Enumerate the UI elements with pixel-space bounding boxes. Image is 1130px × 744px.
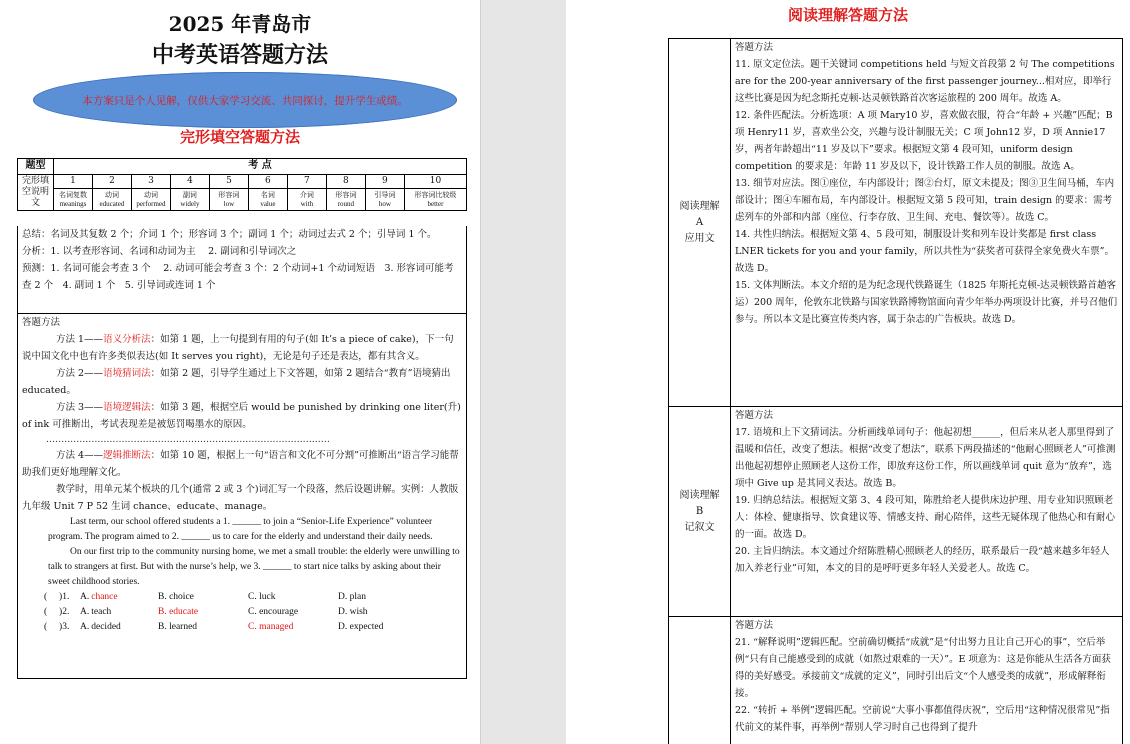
option-b: B. learned (158, 622, 198, 632)
reading-row (669, 39, 1123, 407)
point-answer: better (427, 199, 444, 208)
option-a-word: decided (91, 622, 121, 632)
point-answer: performed (136, 199, 166, 208)
left-page-edge (480, 0, 481, 744)
option-a-word: teach (91, 607, 112, 617)
point-number: 5 (209, 174, 248, 188)
method-2: 方法 2——语境猜词法：如第 2 题，引导学生通过上下文答题，如第 2 题结合“教育”语境猜出 educated。 (22, 368, 451, 396)
option-a: A. teach (80, 605, 158, 620)
question-number: ( )1. (44, 592, 70, 602)
disclaimer-text: 本方案只是个人见解，仅供大家学习交流、共同探讨，提升学生成绩。 (82, 94, 408, 107)
option-d: D. expected (338, 622, 384, 632)
cloze-points-table (17, 158, 467, 211)
doc-title-line2: 中考英语答题方法 (151, 42, 328, 68)
left-page (0, 0, 480, 744)
point-answer: how (378, 199, 391, 208)
table-header-type: 题型 (18, 159, 54, 175)
reading-methods-content (731, 617, 1123, 744)
method-paragraph: 22. “转折 + 举例”逻辑匹配。空前说“大事小事都值得庆祝”，空后用“这种情况很常见”指代前文的某件事，再举例“帮别人学习时自己也得到了提升 (735, 705, 1110, 733)
method-paragraph: 11. 原文定位法。题干关键词 competitions held 与短文首段第 2 句 The competitions are for the 200-year anniversary of the first passenger journey...相对应，即举行这些比赛是因为纪念斯托克顿-达灵顿铁路首次客运旅程的 200 周年。故选 A。 (735, 59, 1115, 104)
point-answer: with (300, 199, 314, 208)
point-category: 动词 (104, 190, 119, 199)
option-row (22, 620, 462, 635)
point-category: 名词复数 (58, 190, 87, 199)
method-4: 方法 4——逻辑推断法：如第 10 题，根据上一句“语言和文化不可分割”可推断出“语言学习能帮助我们更好地理解文化。 (22, 450, 459, 478)
reading-methods-content (731, 39, 1123, 407)
prediction-line: 预测：1. 名词可能会考查 3 个 2. 动词可能会考查 3 个：2 个动词+1 个动词短语 3. 形容词可能考查 2 个 4. 副词 1 个 5. 引导词或连词 1 个 (22, 263, 454, 291)
reading-type-label: 阅读理解 A 应用文 (669, 39, 731, 407)
option-a: A. decided (80, 620, 158, 635)
cloze-passage (22, 515, 462, 590)
point-category: 名词 (260, 190, 275, 199)
point-number: 6 (248, 174, 287, 188)
methods-heading: 答题方法 (22, 317, 61, 328)
point-category: 副词 (182, 190, 197, 199)
point-category: 形容词 (335, 190, 357, 199)
point-cell (131, 188, 170, 211)
point-cell (287, 188, 326, 211)
reading-section-title: 阅读理解答题方法 (787, 6, 908, 24)
method-paragraph: 19. 归纳总结法。根据短文第 3、4 段可知，陈胜给老人提供床边护理、用专业知识照顾老人：体检、健康指导、饮食建议等、情感支持、耐心陪伴，这些无疑体现了他热心和有耐心的一面。故选 D。 (735, 495, 1116, 540)
point-cell (92, 188, 131, 211)
method-3-name: 语境逻辑法 (103, 402, 151, 413)
cloze-section-title: 完形填空答题方法 (179, 128, 300, 146)
table-header-points: 考 点 (54, 159, 467, 175)
point-number: 10 (404, 174, 466, 188)
option-b: B. choice (158, 592, 194, 602)
point-answer: educated (99, 199, 125, 208)
teaching-note: 教学时，用单元某个板块的几个(通常 2 或 3 个)词汇写一个段落，然后设题讲解。实例：人教版九年级 Unit 7 P 52 生词 chance、educate、manage。 (22, 484, 459, 512)
point-number: 7 (287, 174, 326, 188)
point-category: 形容词比较级 (414, 190, 457, 199)
point-number: 3 (131, 174, 170, 188)
option-b: B. educate (158, 607, 199, 617)
point-answer: value (260, 199, 276, 208)
methods-heading: 答题方法 (735, 620, 774, 631)
method-1-name: 语义分析法 (103, 334, 151, 345)
method-paragraph: 21. “解释说明”逻辑匹配。空前确切概括“成就”是“付出努力且让自己开心的事”，空后举例“只有自己能感受到的成就（如熬过艰难的一天）”。E 项意为：这是你能从生活各方面获得的美好感受。承接前文“成就的定义”，同时引出后文“个人感受类的成就”，形成解释衔接。 (735, 637, 1111, 699)
point-answer: low (223, 199, 235, 208)
option-d: D. wish (338, 607, 368, 617)
point-category: 引导词 (374, 190, 396, 199)
reading-row (669, 617, 1123, 744)
point-number: 4 (170, 174, 209, 188)
method-4-name: 逻辑推断法 (103, 450, 151, 461)
point-number: 9 (365, 174, 404, 188)
reading-row (669, 407, 1123, 617)
methods-heading: 答题方法 (735, 42, 774, 53)
table-row-label: 完形填空说明文 (18, 174, 54, 211)
passage-paragraph-1: Last term, our school offered students a 1. ______ to join a “Senior-Life Experience” volunteer program. The program aimed to 2. ______ us to care for the elderly and understand their daily needs. (48, 517, 433, 542)
dotted-separator: .............................................................................................. (46, 434, 330, 445)
point-cell (54, 188, 93, 211)
point-answer: widely (180, 199, 200, 208)
point-cell (365, 188, 404, 211)
option-row (22, 590, 462, 605)
disclaimer-banner (33, 72, 457, 128)
point-cell (248, 188, 287, 211)
point-answer: meanings (59, 199, 87, 208)
method-paragraph: 12. 条件匹配法。分析选项：A 项 Mary10 岁，喜欢做衣服，符合“年龄 + 兴趣”匹配；B 项 Henry11 岁，喜欢坐公交，兴趣与设计制服无关；C 项 John12 岁，D 项 Annie17 岁，两者年龄超出“11 岁及以下”要求。根据短文第 4 段可知，uniform design competition 的要求是：年龄 11 岁及以下，设计铁路工作人员的制服。故选 A。 (735, 110, 1113, 172)
doc-title-line1: 2025 年青岛市 (168, 12, 312, 36)
method-paragraph: 17. 语境和上下文猜词法。分析画线单词句子：他起初想______，但后来从老人那里得到了温暖和信任，改变了想法。根据“改变了想法”，联系下两段描述的“他耐心照顾老人”可推测出他起初想停止照顾老人这份工作，即放弃这份工作，所以画线单词 quit 意为“放弃”，选项中 Give up 是其同义表达。故选 B。 (735, 427, 1116, 489)
point-number: 8 (326, 174, 365, 188)
passage-paragraph-2: On our first trip to the community nursing home, we met a small trouble: the elderly were unwilling to talk to strangers at first. But with the nurse’s help, we 3. ______ to start nice talks by asking about their sweet childhood stories. (48, 547, 460, 587)
method-paragraph: 13. 细节对应法。图①座位，车内部设计；图②台灯，原文未提及；图③卫生间马桶，车内部设计；图④车厢布局，车内部设计。根据短文第 5 段可知，train design 的要求：需考虑列车的外部和内部（座位、行李存放、卫生间、充电、餐饮等）。故选 C。 (735, 178, 1115, 223)
point-category: 形容词 (218, 190, 240, 199)
option-c: C. managed (248, 622, 294, 632)
point-category: 介词 (299, 190, 314, 199)
analysis-line: 分析：1. 以考查形容词、名词和动词为主 2. 副词和引导词次之 (22, 246, 297, 257)
option-d: D. plan (338, 592, 366, 602)
reading-methods-content (731, 407, 1123, 617)
option-c: C. encourage (248, 607, 299, 617)
question-number: ( )3. (44, 622, 70, 632)
reading-methods-table (668, 38, 1123, 744)
point-number: 1 (54, 174, 93, 188)
answer-options (22, 590, 462, 635)
method-1: 方法 1——语义分析法：如第 1 题，上一句提到有用的句子(如 It’s a piece of cake)，下一句说中国文化中也有许多类似表达(如 It serves you right)，无论是句子还是表达，都有其含义。 (22, 334, 454, 362)
right-page (566, 0, 1130, 744)
option-c: C. luck (248, 592, 276, 602)
point-cell (326, 188, 365, 211)
summary-line: 总结：名词及其复数 2 个；介词 1 个；形容词 3 个；副词 1 个；动词过去式 2 个；引导词 1 个。 (22, 229, 437, 240)
reading-type-label (669, 617, 731, 744)
point-category: 动词 (143, 190, 158, 199)
point-cell (404, 188, 466, 211)
point-cell (170, 188, 209, 211)
method-paragraph: 14. 共性归纳法。根据短文第 4、5 段可知，制服设计奖和列车设计奖都是 first class LNER tickets for you and your family，所以共性为“获奖者可获得全家免费火车票”。故选 D。 (735, 229, 1115, 274)
question-number: ( )2. (44, 607, 70, 617)
method-2-name: 语境猜词法 (103, 368, 151, 379)
method-3: 方法 3——语境逻辑法：如第 3 题，根据空后 would be punished by drinking one liter(升) of ink 可推断出，考试表现差是被惩罚喝墨水的原因。 (22, 402, 461, 430)
method-paragraph: 20. 主旨归纳法。本文通过介绍陈胜精心照顾老人的经历，联系最后一段“越来越多年轻人加入养老行业”可知，本文的目的是呼吁更多年轻人关爱老人。故选 C。 (735, 546, 1110, 574)
option-a-word: chance (91, 592, 118, 602)
summary-box (17, 226, 467, 314)
reading-type-label: 阅读理解 B 记叙文 (669, 407, 731, 617)
point-cell (209, 188, 248, 211)
methods-box (17, 314, 467, 679)
point-number: 2 (92, 174, 131, 188)
option-row (22, 605, 462, 620)
point-answer: round (337, 199, 355, 208)
method-paragraph: 15. 文体判断法。本文介绍的是为纪念现代铁路诞生（1825 年斯托克顿-达灵顿铁路首趟客运）200 周年，伦敦东北铁路与国家铁路博物馆面向青少年举办两项设计比赛，并号召他们参与。所以本文是比赛宣传类内容，属于杂志的广告板块。故选 D。 (735, 280, 1118, 325)
methods-heading: 答题方法 (735, 410, 774, 421)
option-a: A. chance (80, 590, 158, 605)
